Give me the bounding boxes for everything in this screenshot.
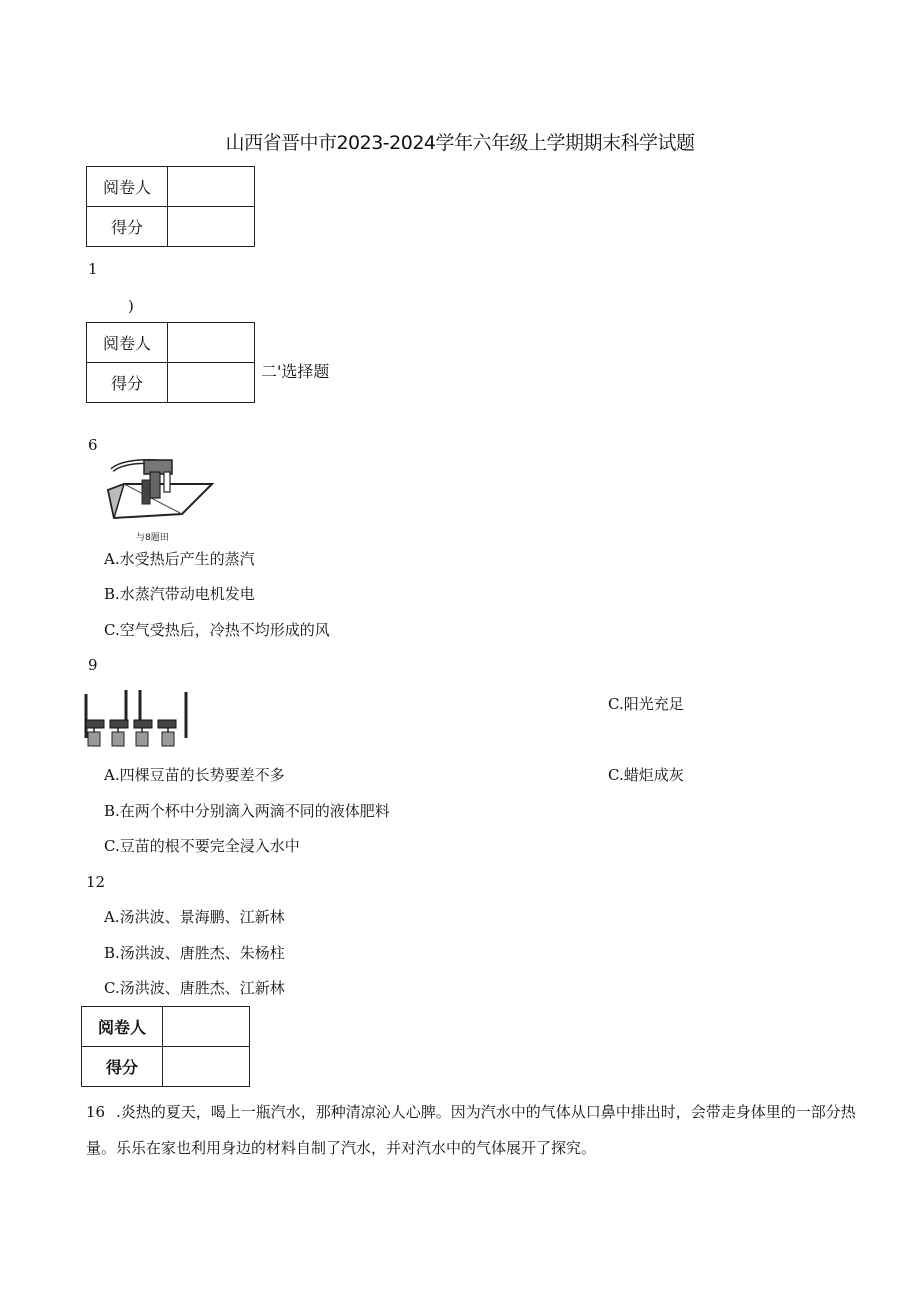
question-16-text: .炎热的夏天，喝上一瓶汽水，那种清凉沁人心脾。因为汽水中的气体从口鼻中排出时，会带走身体里的一部分热量。乐乐在家也利用身边的材料自制了汽水，并对汽水中的气体展开了探究。 (86, 1103, 856, 1157)
closing-paren: ) (128, 297, 134, 315)
steam-experiment-figure (104, 456, 216, 526)
option-6b[interactable]: B.水蒸汽带动电机发电 (104, 585, 255, 603)
score-field[interactable] (163, 1047, 250, 1087)
option-12c[interactable]: C.汤洪波、唐胜杰、江新林 (104, 979, 285, 997)
option-9a[interactable]: A.四棵豆苗的长势要差不多 (104, 766, 285, 784)
score-label: 得分 (87, 207, 168, 247)
score-table-1 (86, 166, 255, 247)
reviewer-field[interactable] (163, 1007, 250, 1047)
score-label: 得分 (87, 363, 168, 403)
option-6c[interactable]: C.空气受热后，冷热不均形成的风 (104, 621, 330, 639)
score-field[interactable] (168, 207, 255, 247)
score-table-2 (86, 322, 255, 403)
question-number-6: 6 (88, 436, 98, 454)
question-number-12: 12 (86, 873, 106, 891)
option-12b[interactable]: B.汤洪波、唐胜杰、朱杨柱 (104, 944, 285, 962)
reviewer-label: 阅卷人 (87, 167, 168, 207)
figure-caption: 与8题田 (136, 533, 169, 543)
option-9b[interactable]: B.在两个杯中分别滴入两滴不同的液体肥料 (104, 802, 390, 820)
option-9c[interactable]: C.豆苗的根不要完全浸入水中 (104, 837, 300, 855)
option-6a[interactable]: A.水受热后产生的蒸汽 (104, 550, 255, 568)
question-number-16: 16 (86, 1103, 106, 1121)
bean-sprouts-figure (82, 688, 190, 752)
reviewer-field[interactable] (168, 323, 255, 363)
score-field[interactable] (168, 363, 255, 403)
question-number-1: 1 (88, 260, 98, 278)
reviewer-label: 阅卷人 (82, 1007, 163, 1047)
reviewer-field[interactable] (168, 167, 255, 207)
question-number-9: 9 (88, 656, 98, 674)
score-table-3 (81, 1006, 250, 1087)
side-option-1[interactable]: C.阳光充足 (608, 695, 684, 713)
score-label: 得分 (82, 1047, 163, 1087)
section-heading: 二'选择题 (261, 362, 330, 381)
option-12a[interactable]: A.汤洪波、景海鹏、江新林 (104, 908, 285, 926)
page-title: 山西省晋中市2023-2024学年六年级上学期期末科学试题 (225, 132, 695, 154)
side-option-2[interactable]: C.蜡炬成灰 (608, 766, 684, 784)
reviewer-label: 阅卷人 (87, 323, 168, 363)
